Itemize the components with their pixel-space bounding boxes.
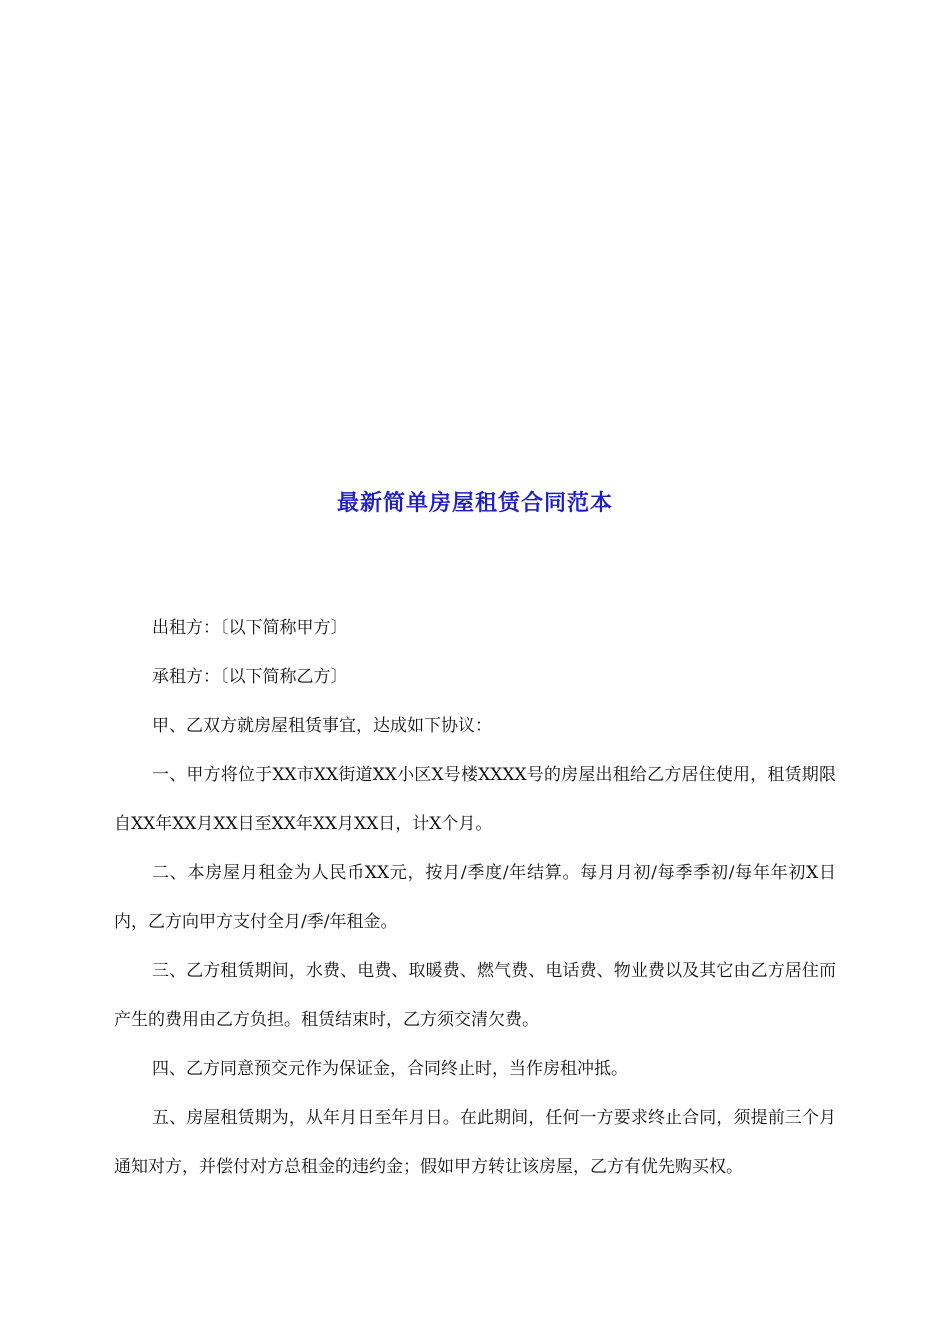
document-title: 最新简单房屋租赁合同范本 [336,491,613,516]
paragraph-lessor: 出租方：〔以下简称甲方〕 [152,618,348,638]
paragraph-agreement-intro: 甲、乙双方就房屋租赁事宜，达成如下协议： [152,716,492,736]
paragraph-clause-4: 四、乙方同意预交元作为保证金，合同终止时，当作房租冲抵。 [152,1059,628,1079]
paragraph-clause-5: 五、房屋租赁期为，从年月日至年月日。在此期间，任何一方要求终止合同，须提前三个月通知对方，并偿付对方总租金的违约金；假如甲方转让该房屋，乙方有优先购买权。 [114,1108,836,1177]
paragraph-clause-1: 一、甲方将位于XX市XX街道XX小区X号楼XXXX号的房屋出租给乙方居住使用，租赁期限自XX年XX月XX日至XX年XX月XX日，计X个月。 [114,765,836,834]
document-body [114,604,836,1192]
paragraph-clause-2: 二、本房屋月租金为人民币XX元，按月/季度/年结算。每月月初/每季季初/每年年初X日内，乙方向甲方支付全月/季/年租金。 [114,863,836,932]
paragraph-clause-3: 三、乙方租赁期间，水费、电费、取暖费、燃气费、电话费、物业费以及其它由乙方居住而产生的费用由乙方负担。租赁结束时，乙方须交清欠费。 [114,961,836,1030]
paragraph-lessee: 承租方：〔以下简称乙方〕 [152,667,348,687]
